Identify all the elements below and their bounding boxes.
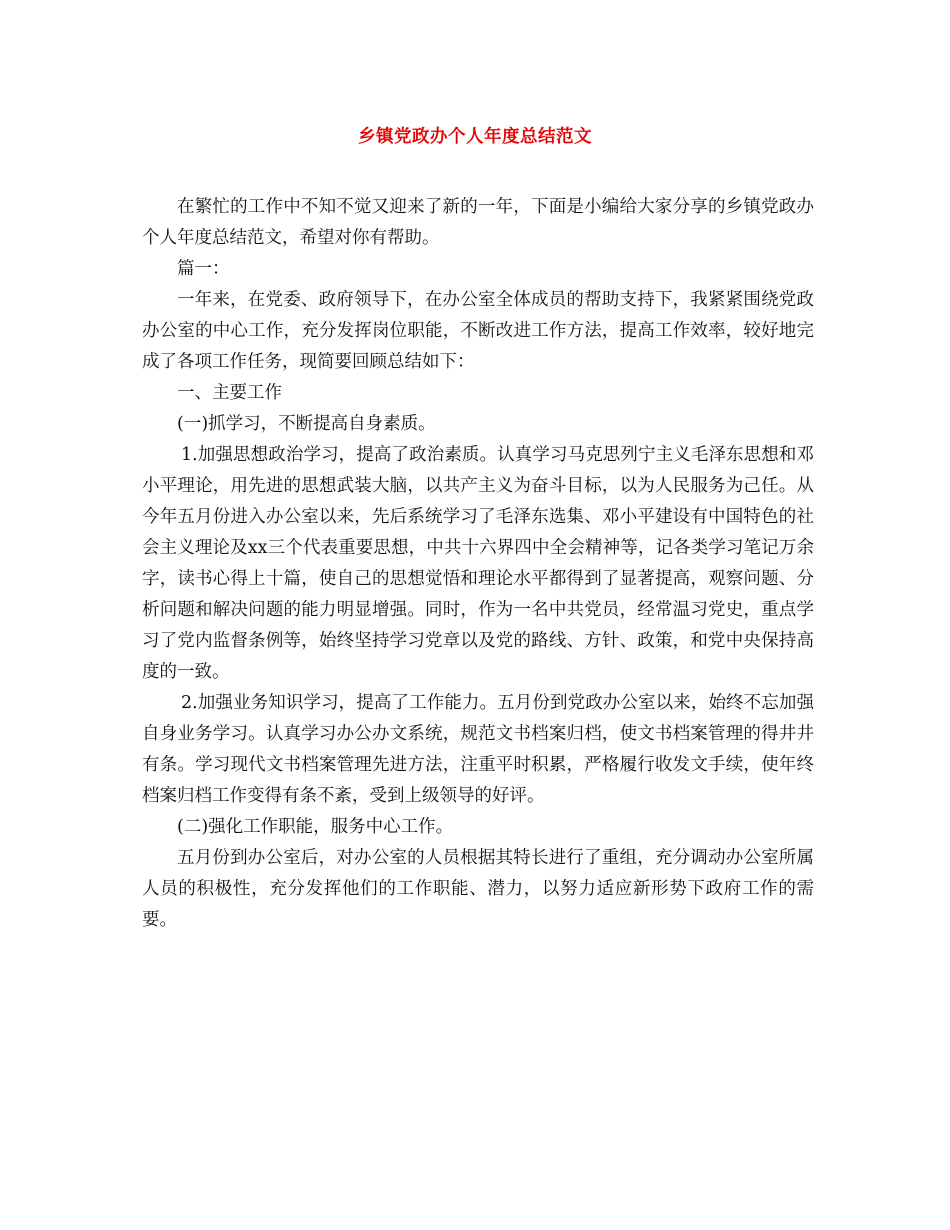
subheading-study: (一)抓学习，不断提高自身素质。 — [177, 414, 436, 434]
intro-paragraph: 在繁忙的工作中不知不觉又迎来了新的一年，下面是小编给大家分享的乡镇党政办个人年度总结范文，希望对你有帮助。 — [142, 197, 814, 248]
overview-paragraph: 一年来，在党委、政府领导下，在办公室全体成员的帮助支持下，我紧紧围绕党政办公室的中心工作，充分发挥岗位职能，不断改进工作方法，提高工作效率，较好地完成了各项工作任务，现简要回顾总结如下： — [142, 290, 814, 372]
item-business-study: 2.加强业务知识学习，提高了工作能力。五月份到党政办公室以来，始终不忘加强自身业务学习。认真学习办公办文系统，规范文书档案归档，使文书档案管理的得井井有条。学习现代文书档案管理先进方法，注重平时积累，严格履行收发文手续，使年终档案归档工作变得有条不紊，受到上级领导的好评。 — [142, 693, 814, 806]
functions-paragraph: 五月份到办公室后，对办公室的人员根据其特长进行了重组，充分调动办公室所属人员的积极性，充分发挥他们的工作职能、潜力，以努力适应新形势下政府工作的需要。 — [142, 848, 814, 930]
subheading-functions: (二)强化工作职能，服务中心工作。 — [177, 817, 454, 837]
document-title: 乡镇党政办个人年度总结范文 — [358, 127, 592, 147]
section-label: 篇一： — [177, 259, 230, 279]
document-body — [142, 192, 814, 936]
heading-main-work: 一、主要工作 — [177, 383, 282, 403]
item-political-study: 1.加强思想政治学习，提高了政治素质。认真学习马克思列宁主义毛泽东思想和邓小平理论，用先进的思想武装大脑，以共产主义为奋斗目标，以为人民服务为己任。从今年五月份进入办公室以来，先后系统学习了毛泽东选集、邓小平建设有中国特色的社会主义理论及xx三个代表重要思想，中共十六界四中全会精神等，记各类学习笔记万余字，读书心得上十篇，使自己的思想觉悟和理论水平都得到了显著提高，观察问题、分析问题和解决问题的能力明显增强。同时，作为一名中共党员，经常温习党史，重点学习了党内监督条例等，始终坚持学习党章以及党的路线、方针、政策，和党中央保持高度的一致。 — [142, 445, 814, 682]
